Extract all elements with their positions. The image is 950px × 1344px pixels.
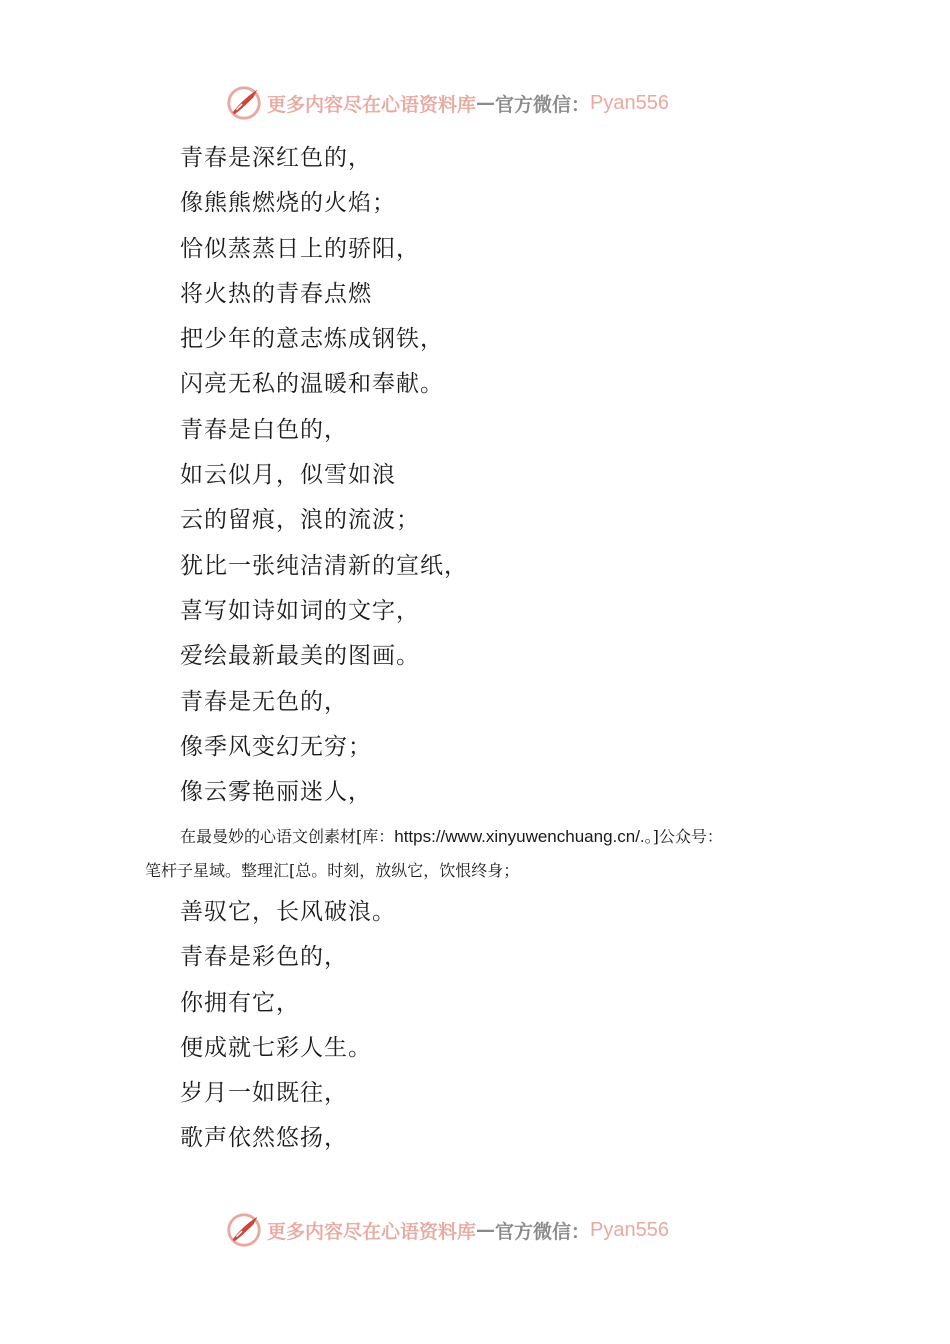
- poem-line: 青春是白色的，: [180, 416, 348, 443]
- source-note-prefix: 在最曼妙的心语文创素材[库：: [180, 827, 395, 846]
- source-url-link[interactable]: https://www.xinyuwenchuang.cn/.: [394, 827, 645, 846]
- poem-body-part1: [180, 136, 820, 815]
- source-note: [145, 820, 815, 888]
- poem-line: 青春是深红色的，: [180, 145, 372, 171]
- poem-body-part2: [180, 890, 820, 1162]
- banner-separator: —: [476, 92, 496, 114]
- poem-line: 岁月一如既往，: [180, 1080, 348, 1107]
- poem-line: 云的留痕，浪的流波；: [180, 507, 420, 534]
- source-note-line2: 笔杆子星域。整理汇[总。时刻，放纵它，饮恨终身；: [145, 861, 520, 880]
- poem-line: 恰似蒸蒸日上的骄阳，: [180, 235, 420, 262]
- poem-line: 你拥有它，: [180, 989, 300, 1016]
- poem-line: 把少年的意志炼成钢铁，: [180, 326, 444, 353]
- poem-line: 喜写如诗如词的文字，: [180, 597, 420, 624]
- footer-banner: [225, 1210, 669, 1250]
- poem-line: 爱绘最新最美的图画。: [180, 643, 420, 670]
- poem-line: 歌声依然悠扬，: [180, 1125, 348, 1152]
- source-note-line1: [145, 820, 815, 854]
- banner-title: 更多内容尽在心语资料库: [267, 1220, 477, 1243]
- poem-line: 如云似月，似雪如浪: [180, 462, 396, 489]
- source-note-suffix: 。]公众号：: [644, 827, 723, 846]
- pen-logo-icon: [225, 1211, 263, 1249]
- poem-line: 善驭它，长风破浪。: [180, 899, 396, 925]
- header-banner: [225, 83, 669, 123]
- banner-wechat-label: 官方微信：: [495, 93, 591, 116]
- banner-wechat-id: Pyan556: [590, 91, 669, 114]
- poem-line: 闪亮无私的温暖和奉献。: [180, 371, 444, 398]
- poem-line: 青春是彩色的，: [180, 944, 348, 971]
- banner-title: 更多内容尽在心语资料库: [267, 93, 477, 116]
- banner-wechat-id: Pyan556: [590, 1218, 669, 1241]
- poem-line: 像季风变幻无穷；: [180, 733, 372, 760]
- poem-line: 像熊熊燃烧的火焰；: [180, 190, 396, 217]
- banner-wechat-label: 官方微信：: [495, 1220, 591, 1243]
- poem-line: 青春是无色的，: [180, 688, 348, 715]
- pen-logo-icon: [225, 84, 263, 122]
- banner-separator: —: [476, 1219, 496, 1241]
- poem-line: 将火热的青春点燃: [180, 280, 372, 307]
- poem-line: 犹比一张纯洁清新的宣纸，: [180, 552, 468, 579]
- poem-line: 便成就七彩人生。: [180, 1034, 372, 1061]
- poem-line: 像云雾艳丽迷人，: [180, 779, 372, 806]
